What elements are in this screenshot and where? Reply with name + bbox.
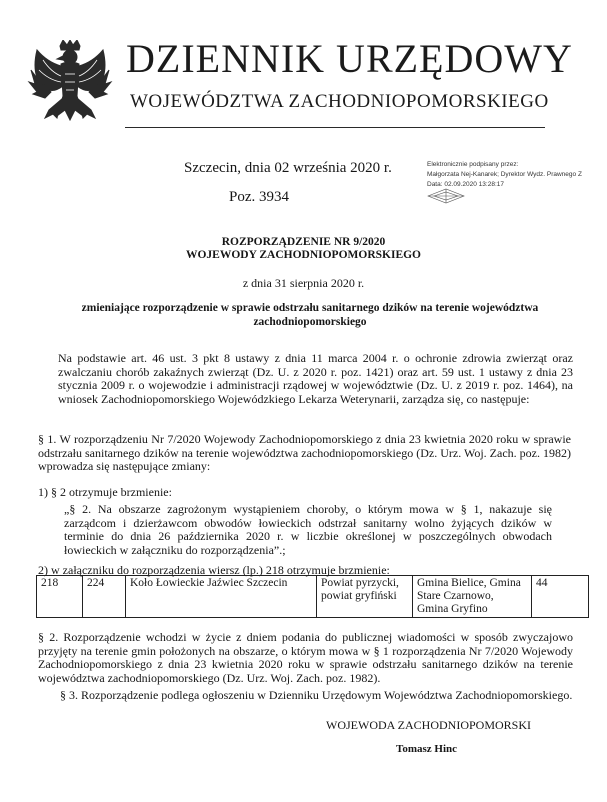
amendment-item-2: 2) w załączniku do rozporządzenia wiersz (lp.) 218 otrzymuje brzmienie:	[38, 563, 390, 577]
signature-stamp-icon	[426, 188, 466, 204]
table-cell: Koło Łowieckie Jaźwiec Szczecin	[126, 576, 317, 618]
section-1-paragraph: § 1. W rozporządzeniu Nr 7/2020 Wojewody Zachodniopomorskiego z dnia 23 kwietnia 2020 roku w sprawie odstrzału sanitarnego dzików na terenie województwa zachodniopomorskiego (Dz. Urz. Woj. Zach. poz. 1982) wprowadza się następujące zmiany:	[38, 432, 571, 473]
table-cell: 44	[532, 576, 589, 618]
esignature-line: Małgorzata Nej-Kanarek; Dyrektor Wydz. Prawnego Z	[427, 171, 582, 178]
regulation-date: z dnia 31 sierpnia 2020 r.	[242, 276, 365, 290]
regulation-title: ROZPORZĄDZENIE NR 9/2020	[221, 236, 386, 248]
table-cell: Powiat pyrzycki, powiat gryfiński	[317, 576, 413, 618]
esignature-line: Elektronicznie podpisany przez:	[427, 161, 519, 168]
annex-table	[36, 575, 589, 618]
signatory-name: Tomasz Hinc	[396, 743, 458, 755]
regulation-subject: zmieniające rozporządzenie w sprawie odstrzału sanitarnego dzików na terenie województwa zachodniopomorskiego	[81, 302, 539, 328]
place-date: Szczecin, dnia 02 września 2020 r.	[184, 160, 392, 176]
signatory-office: WOJEWODA ZACHODNIOPOMORSKI	[326, 718, 531, 732]
regulation-issuer: WOJEWODY ZACHODNIOPOMORSKIEGO	[185, 249, 422, 261]
header-rule	[125, 127, 545, 128]
preamble-paragraph: Na podstawie art. 46 ust. 3 pkt 8 ustawy z dnia 11 marca 2004 r. o ochronie zdrowia zwierząt oraz zwalczaniu chorób zakaźnych zwierząt (Dz. U. z 2020 r. poz. 1421) oraz art. 59 ust. 1 ustawy z dnia 23 stycznia 2009 r. o wojewodzie i administracji rządowej w województwie (Dz. U. z 2019 r. poz. 1464), na wniosek Zachodniopomorskiego Wojewódzkiego Lekarza Weterynarii, zarządza się, co następuje:	[58, 351, 573, 406]
amendment-item-1: 1) § 2 otrzymuje brzmienie:	[38, 485, 172, 499]
electronic-signature-note	[427, 160, 582, 190]
journal-subtitle: WOJEWÓDZTWA ZACHODNIOPOMORSKIEGO	[130, 91, 549, 112]
position-number: Poz. 3934	[229, 189, 289, 205]
section-2-paragraph: § 2. Rozporządzenie wchodzi w życie z dniem podania do publicznej wiadomości w sposób zwyczajowo przyjęty na terenie gmin położonych na obszarze, o którym mowa w § 1 rozporządzenia Nr 7/2020 Wojewody Zachodniopomorskiego z dnia 23 kwietnia 2020 roku w sprawie odstrzału sanitarnego dzików na terenie województwa zachodniopomorskiego (Dz. Urz. Woj. Zach. poz. 1982).	[38, 630, 573, 685]
table-cell: Gmina Bielice, Gmina Stare Czarnowo, Gmina Gryfino	[413, 576, 532, 618]
table-cell: 218	[37, 576, 83, 618]
amendment-quote: „§ 2. Na obszarze zagrożonym wystąpieniem choroby, o którym mowa w § 1, nakazuje się zarządcom i dzierżawcom obwodów łowieckich odstrzał sanitarny wolno żyjących dzików w terminie do dnia 26 października 2020 r. w liczbie określonej w poszczególnych obwodach łowieckich w załączniku do rozporządzenia”.;	[64, 502, 552, 557]
esignature-line: Data: 02.09.2020 13:28:17	[427, 181, 504, 188]
table-row	[37, 576, 589, 618]
journal-title: DZIENNIK URZĘDOWY	[126, 36, 573, 81]
section-3-paragraph: § 3. Rozporządzenie podlega ogłoszeniu w Dzienniku Urzędowym Województwa Zachodniopomorskiego.	[60, 688, 573, 702]
eagle-emblem-icon	[27, 40, 113, 138]
table-cell: 224	[83, 576, 126, 618]
